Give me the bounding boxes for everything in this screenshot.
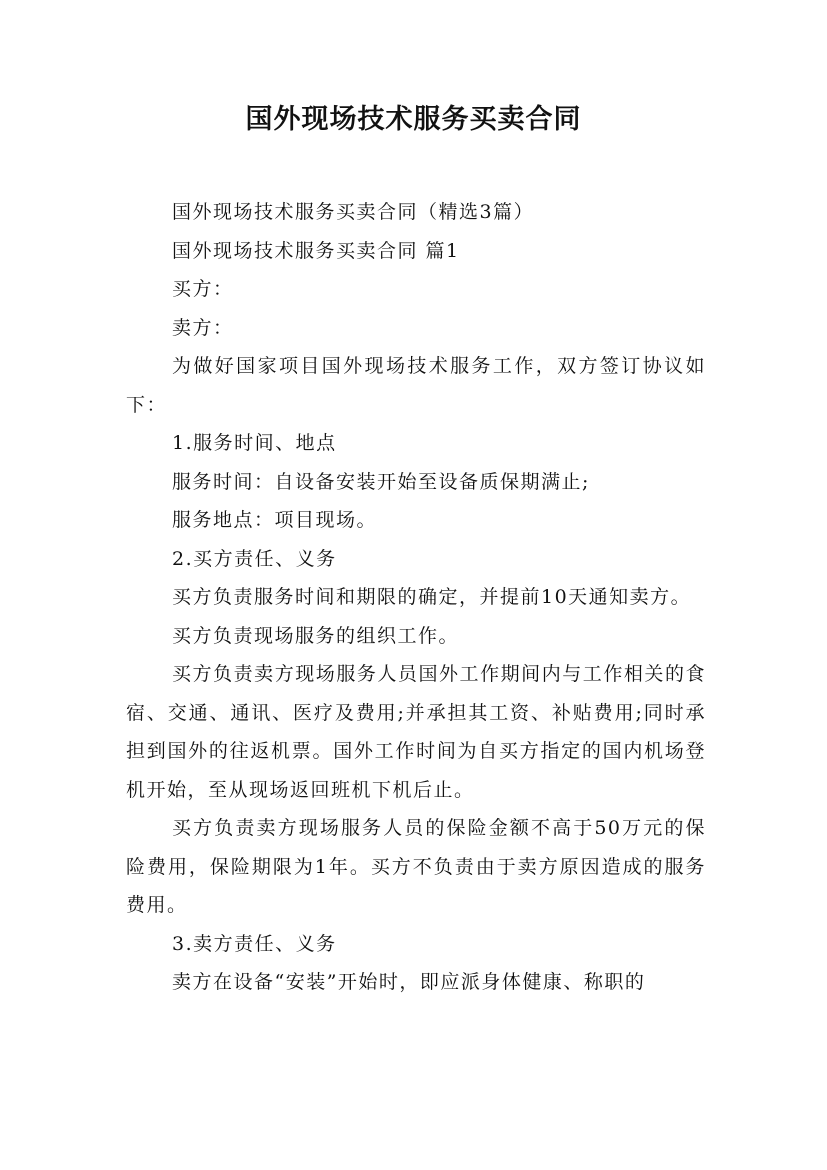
paragraph-article-heading: 国外现场技术服务买卖合同 篇1 bbox=[172, 239, 460, 262]
paragraph-seller: 卖方： bbox=[172, 316, 234, 339]
paragraph-service-location: 服务地点：项目现场。 bbox=[172, 509, 378, 531]
paragraph-buyer-duty-2: 买方负责现场服务的组织工作。 bbox=[172, 624, 460, 647]
section-heading-1: 1.服务时间、地点 bbox=[172, 432, 337, 454]
document-body bbox=[126, 193, 706, 1002]
section-heading-3: 3.卖方责任、义务 bbox=[172, 932, 337, 955]
section-heading-2: 2.买方责任、义务 bbox=[172, 547, 337, 570]
document-title: 国外现场技术服务买卖合同 bbox=[245, 104, 582, 135]
paragraph-intro: 为做好国家项目国外现场技术服务工作，双方签订协议如下： bbox=[126, 355, 706, 416]
paragraph-buyer-duty-4: 买方负责卖方现场服务人员的保险金额不高于50万元的保险费用，保险期限为1年。买方不负责由于卖方原因造成的服务费用。 bbox=[126, 817, 706, 916]
paragraph-buyer-duty-1: 买方负责服务时间和期限的确定，并提前10天通知卖方。 bbox=[172, 586, 692, 608]
paragraph-buyer: 买方： bbox=[172, 278, 234, 300]
paragraph-seller-duty-1: 卖方在设备“安装”开始时，即应派身体健康、称职的 bbox=[172, 971, 646, 993]
paragraph-service-time: 服务时间：自设备安装开始至设备质保期满止; bbox=[172, 470, 590, 493]
paragraph-subtitle: 国外现场技术服务买卖合同（精选3篇） bbox=[172, 201, 535, 223]
paragraph-buyer-duty-3: 买方负责卖方现场服务人员国外工作期间内与工作相关的食宿、交通、通讯、医疗及费用;并承担其工资、补贴费用;同时承担到国外的往返机票。国外工作时间为自买方指定的国内机场登机开始，至从现场返回班机下机后止。 bbox=[126, 663, 706, 801]
